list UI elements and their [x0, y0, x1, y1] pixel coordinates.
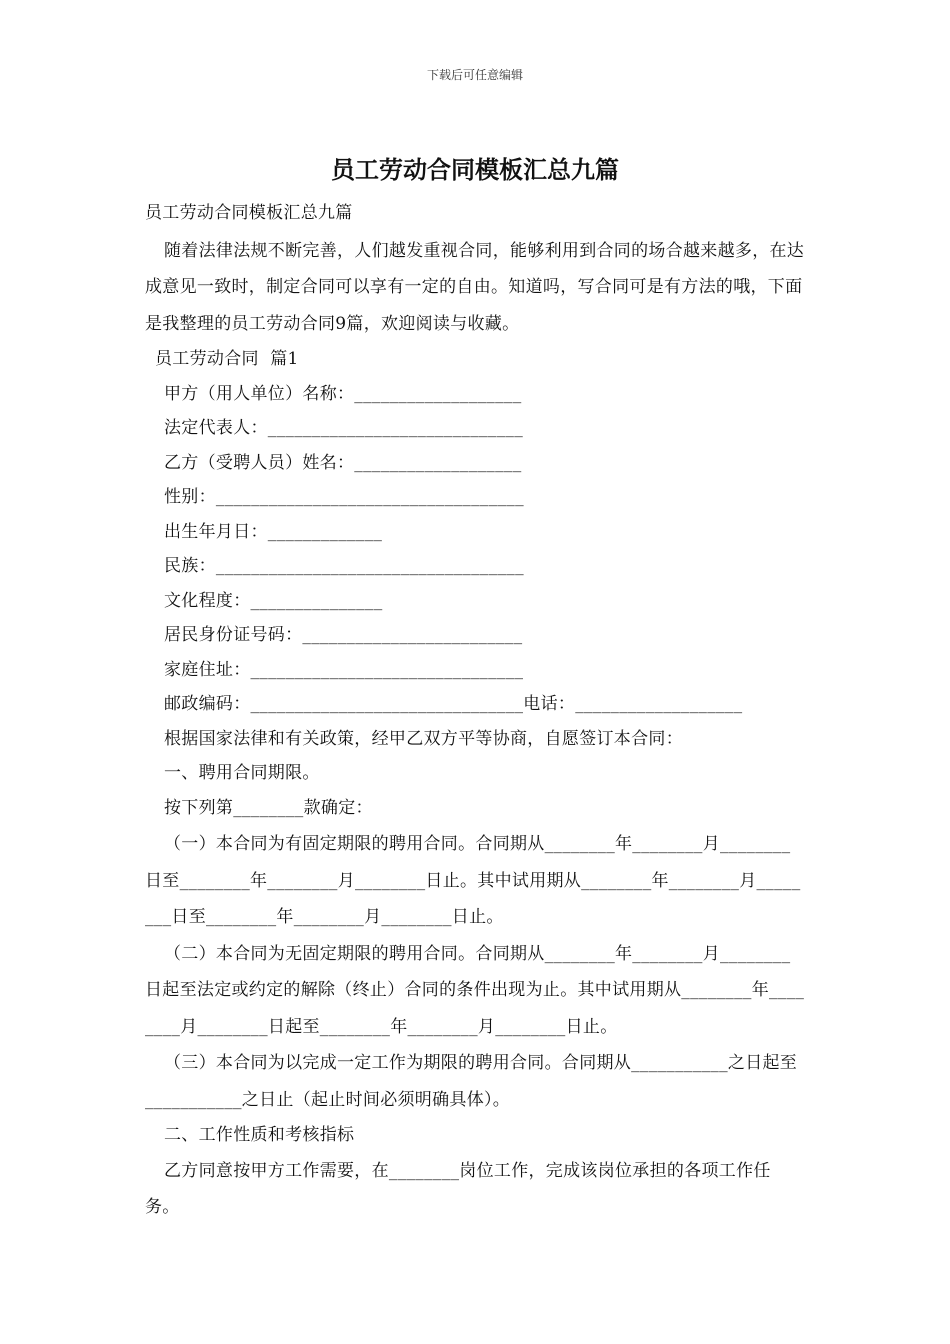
- document-title: 员工劳动合同模板汇总九篇: [331, 155, 619, 184]
- intro-paragraph: 随着法律法规不断完善，人们越发重视合同，能够利用到合同的场合越来越多，在达成意见一致时，制定合同可以享有一定的自由。知道吗，写合同可是有方法的哦，下面是我整理的员工劳动合同9篇，欢迎阅读与收藏。: [145, 240, 805, 334]
- clause-heading-work: 二、工作性质和考核指标: [164, 1125, 355, 1145]
- clause-heading-term: 一、聘用合同期限。: [164, 763, 320, 783]
- field-employer-name: 甲方（用人单位）名称：___________________: [164, 383, 522, 404]
- document-body: [145, 196, 805, 1226]
- field-education: 文化程度：_______________: [164, 590, 383, 611]
- section-heading: 员工劳动合同 篇1: [155, 349, 299, 369]
- field-home-address: 家庭住址：_______________________________: [164, 659, 524, 680]
- clause-selection: 按下列第________款确定：: [164, 797, 373, 818]
- clause-task-term: （三）本合同为以完成一定工作为期限的聘用合同。合同期从___________之日起至___________之日止（起止时间必须明确具体）。: [145, 1053, 798, 1110]
- field-gender: 性别：___________________________________: [164, 487, 524, 507]
- clause-work-duty: 乙方同意按甲方工作需要，在________岗位工作，完成该岗位承担的各项工作任务。: [145, 1160, 771, 1217]
- field-ethnicity: 民族：___________________________________: [164, 556, 524, 576]
- field-legal-representative: 法定代表人：_____________________________: [164, 418, 523, 438]
- subtitle-line: 员工劳动合同模板汇总九篇: [145, 203, 353, 223]
- field-birth-date: 出生年月日：_____________: [164, 521, 383, 542]
- field-postcode-phone: 邮政编码：_______________________________电话：___________________: [164, 694, 743, 714]
- clause-open-term: （二）本合同为无固定期限的聘用合同。合同期从________年________月________日起至法定或约定的解除（终止）合同的条件出现为止。其中试用期从________年________月________日起至________年________月________日止。: [145, 943, 805, 1037]
- field-employee-name: 乙方（受聘人员）姓名：___________________: [164, 452, 522, 473]
- page-header: 下载后可任意编辑: [426, 68, 523, 82]
- agreement-statement: 根据国家法律和有关政策，经甲乙双方平等协商，自愿签订本合同：: [164, 728, 683, 749]
- field-id-number: 居民身份证号码：_________________________: [164, 625, 523, 645]
- clause-fixed-term: （一）本合同为有固定期限的聘用合同。合同期从________年________月________日至________年________月________日止。其中试用期从________年________月________日至________年________月________日止。: [145, 834, 801, 927]
